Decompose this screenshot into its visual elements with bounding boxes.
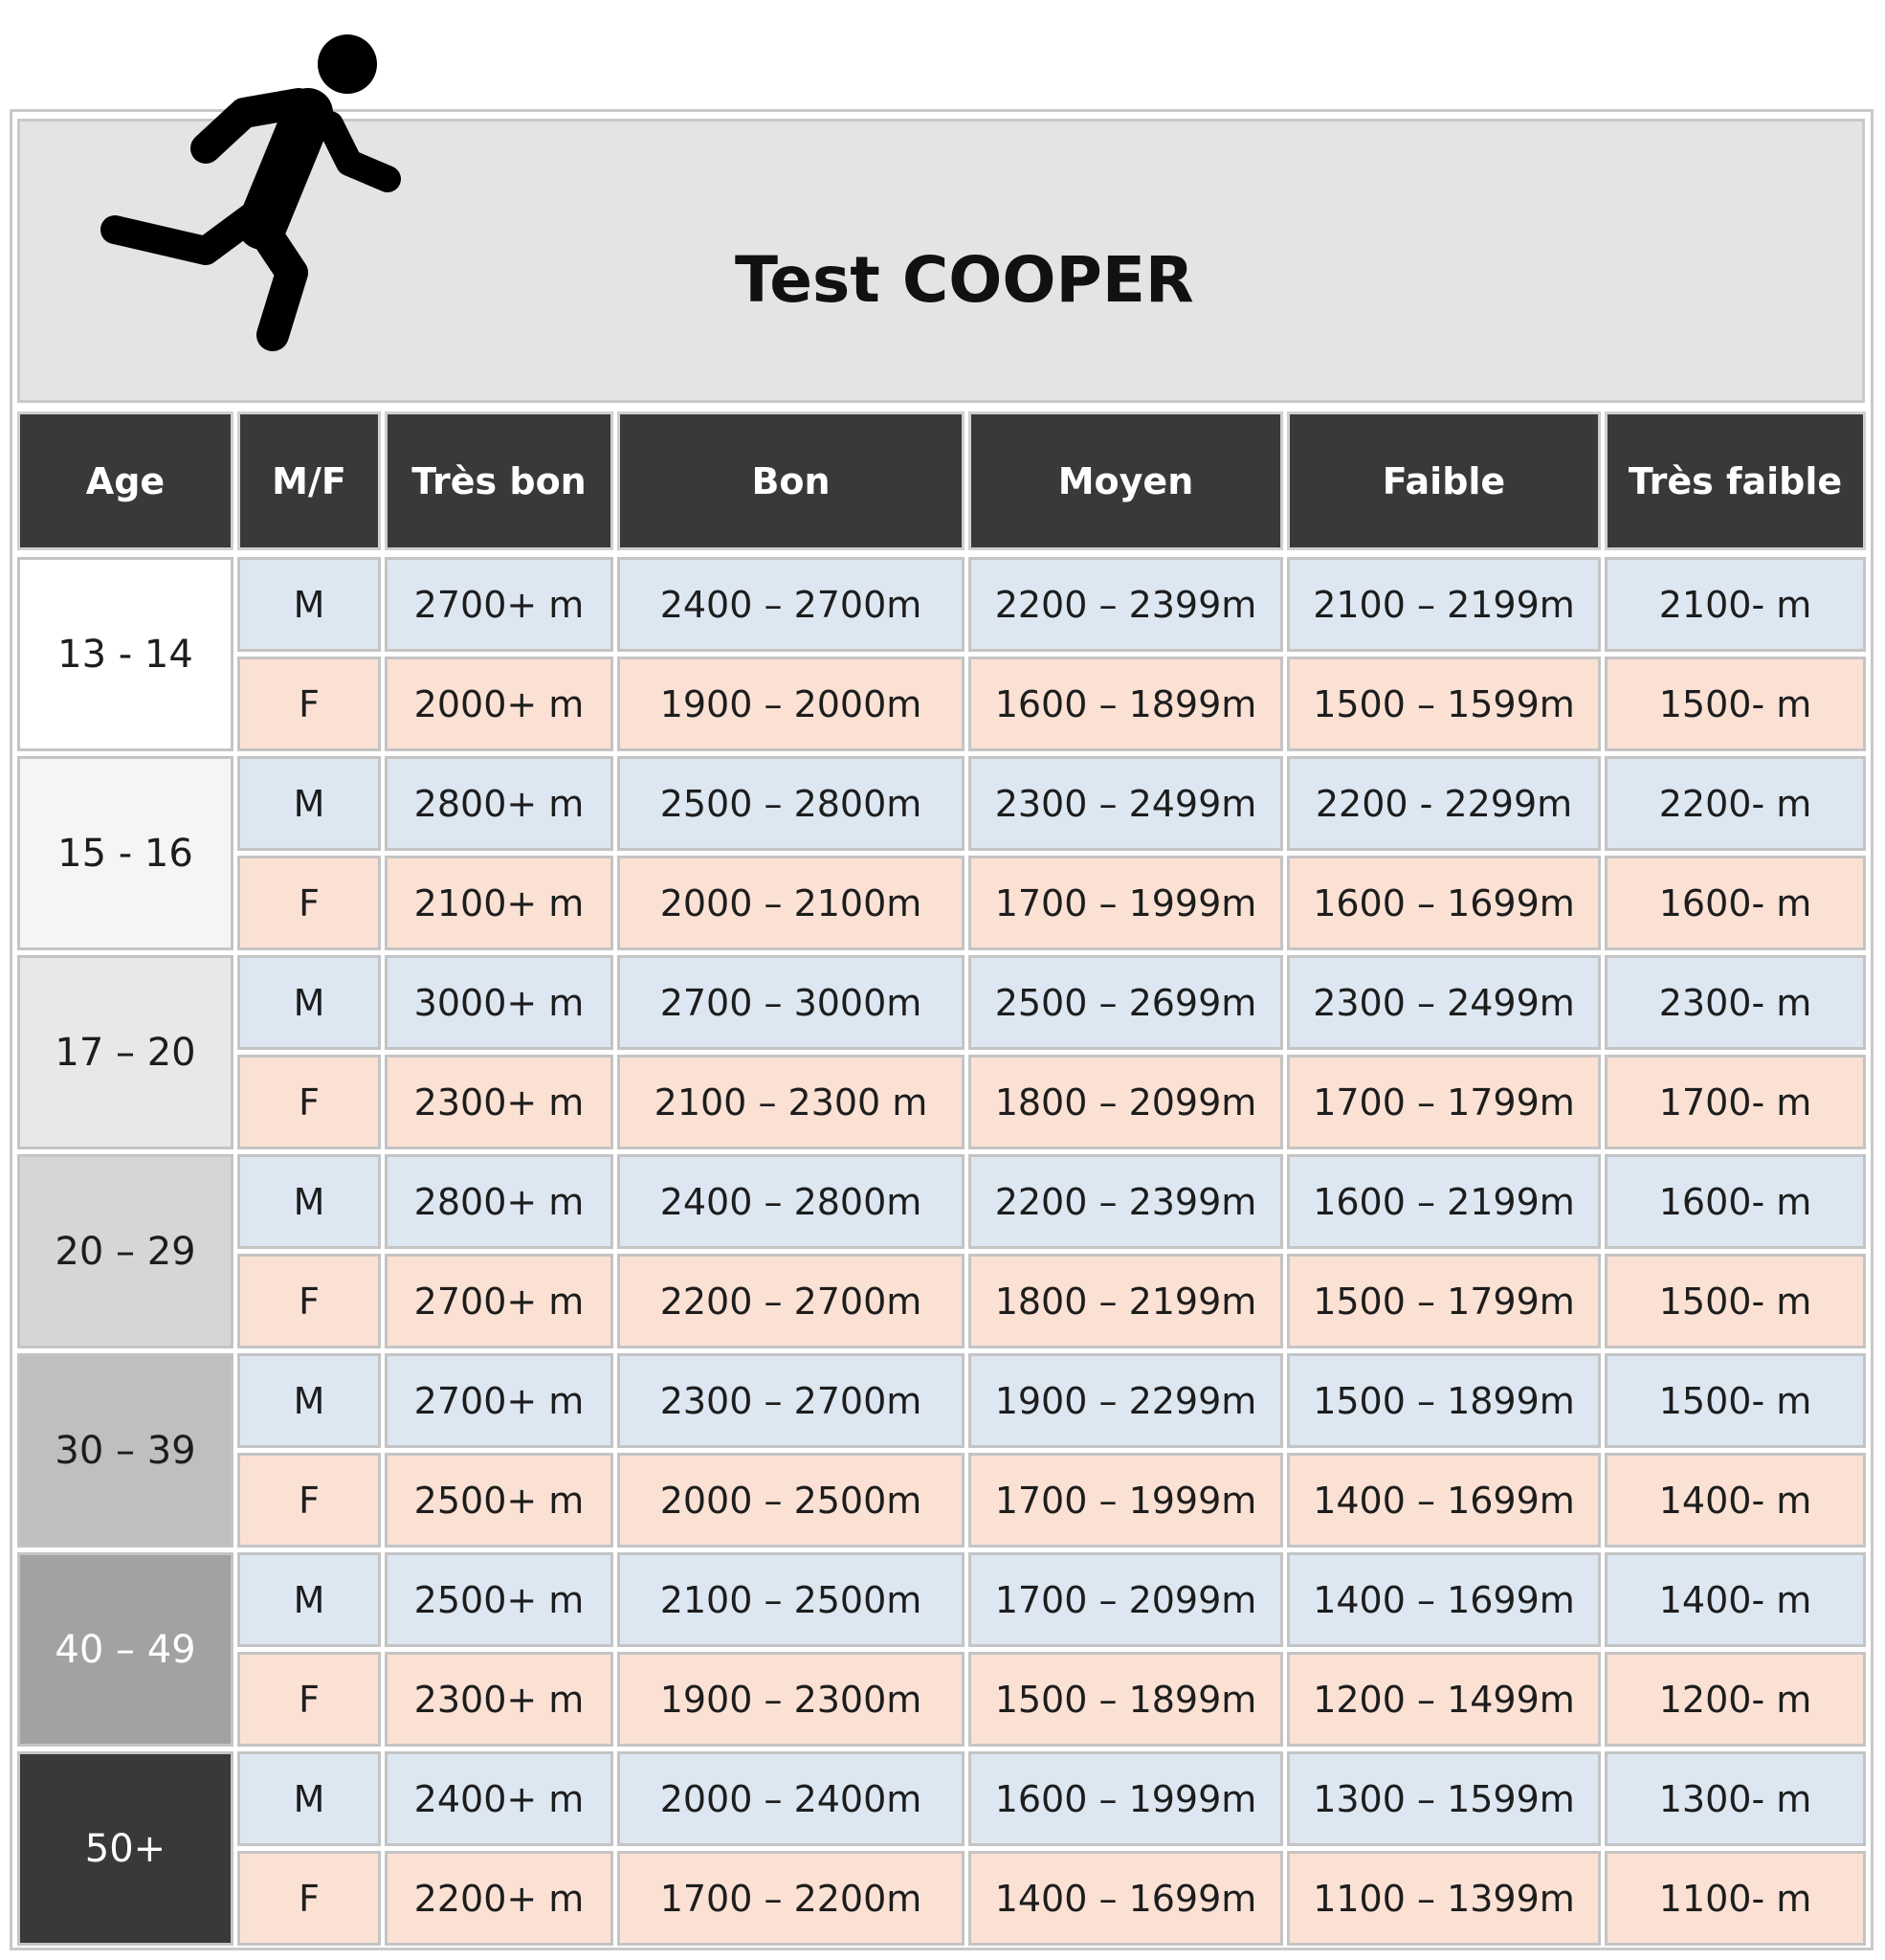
table-cell (968, 1353, 1283, 1448)
sex-cell (237, 1055, 381, 1149)
column-header (617, 412, 965, 550)
table-cell-text: 2800+ m (413, 782, 585, 825)
age-group-cell-text: 13 - 14 (57, 632, 193, 677)
table-cell (385, 856, 613, 950)
table-cell-text: 2800+ m (413, 1180, 585, 1223)
table-cell (1287, 1353, 1601, 1448)
table-cell-text: 1100- m (1658, 1877, 1812, 1920)
table-cell (968, 1055, 1283, 1149)
column-header (17, 412, 233, 550)
table-cell (1605, 955, 1866, 1050)
table-cell (617, 756, 965, 851)
table-cell-text: 1400- m (1658, 1479, 1812, 1522)
table-cell-text: 2000 – 2500m (659, 1479, 922, 1522)
age-group-cell-text: 17 – 20 (55, 1030, 196, 1075)
table-cell-text: 1500- m (1658, 1280, 1812, 1323)
sex-cell-text: M (293, 1379, 325, 1422)
table-cell-text: 2500+ m (413, 1578, 585, 1621)
table-cell-text: 1700 – 1999m (994, 1479, 1257, 1522)
table-cell (968, 657, 1283, 751)
table-cell-text: 2300 – 2499m (994, 782, 1257, 825)
table-cell (1287, 557, 1601, 652)
sex-cell (237, 1353, 381, 1448)
sex-cell-text: F (299, 1479, 320, 1522)
table-cell-text: 1600- m (1658, 1180, 1812, 1223)
sex-cell-text: M (293, 782, 325, 825)
age-group-cell-text: 30 – 39 (55, 1428, 196, 1473)
table-cell-text: 1600 – 1699m (1313, 881, 1575, 924)
table-cell (1287, 955, 1601, 1050)
table-cell-text: 2200+ m (413, 1877, 585, 1920)
table-cell-text: 2100+ m (413, 881, 585, 924)
table-cell-text: 2100 – 2199m (1313, 583, 1575, 626)
table-cell (968, 557, 1283, 652)
table-cell (617, 1453, 965, 1548)
table-cell-text: 2000 – 2400m (659, 1777, 922, 1820)
table-cell (617, 1751, 965, 1846)
table-cell-text: 1400 – 1699m (1313, 1578, 1575, 1621)
table-cell (1287, 1055, 1601, 1149)
table-cell-text: 1600- m (1658, 881, 1812, 924)
table-cell-text: 2300 – 2499m (1313, 981, 1575, 1024)
table-cell (385, 657, 613, 751)
age-group-cell-text: 20 – 29 (55, 1229, 196, 1274)
table-cell (617, 856, 965, 950)
age-group-cell (17, 1552, 233, 1747)
table-cell (968, 1552, 1283, 1647)
table-cell (385, 1254, 613, 1348)
table-cell (1287, 657, 1601, 751)
table-cell (617, 1552, 965, 1647)
table-cell (617, 1851, 965, 1946)
sex-cell (237, 1154, 381, 1249)
table-cell-text: 2000 – 2100m (659, 881, 922, 924)
sex-cell-text: F (299, 1678, 320, 1721)
table-cell-text: 1400- m (1658, 1578, 1812, 1621)
page-title: Test COOPER (735, 243, 1194, 317)
table-cell-text: 1900 – 2300m (659, 1678, 922, 1721)
table-cell-text: 1500- m (1658, 1379, 1812, 1422)
table-cell (1605, 1751, 1866, 1846)
sex-cell (237, 1751, 381, 1846)
table-cell (1605, 1254, 1866, 1348)
sex-cell (237, 756, 381, 851)
age-group-cell (17, 557, 233, 751)
table-cell-text: 2500 – 2699m (994, 981, 1257, 1024)
sex-cell (237, 1652, 381, 1747)
sex-cell (237, 955, 381, 1050)
sex-cell-text: M (293, 1180, 325, 1223)
sex-cell (237, 1552, 381, 1647)
sex-cell-text: M (293, 981, 325, 1024)
table-cell-text: 2100 – 2500m (659, 1578, 922, 1621)
table-cell-text: 1700 – 2099m (994, 1578, 1257, 1621)
sex-cell (237, 856, 381, 950)
table-cell-text: 2700 – 3000m (659, 981, 922, 1024)
table-cell (1287, 1154, 1601, 1249)
table-cell-text: 1200 – 1499m (1313, 1678, 1575, 1721)
column-header-text: Moyen (1057, 459, 1194, 502)
sex-cell (237, 1254, 381, 1348)
table-cell-text: 1300 – 1599m (1313, 1777, 1575, 1820)
table-cell-text: 3000+ m (413, 981, 585, 1024)
table-cell (385, 1552, 613, 1647)
table-cell-text: 1700 – 1999m (994, 881, 1257, 924)
table-cell-text: 2400+ m (413, 1777, 585, 1820)
table-cell (968, 1453, 1283, 1548)
table-cell (968, 955, 1283, 1050)
table-cell-text: 2200 – 2399m (994, 583, 1257, 626)
table-cell (1605, 1055, 1866, 1149)
table-cell-text: 1700 – 1799m (1313, 1080, 1575, 1124)
table-cell (617, 1055, 965, 1149)
sex-cell-text: F (299, 881, 320, 924)
table-cell-text: 1100 – 1399m (1313, 1877, 1575, 1920)
table-cell (385, 1154, 613, 1249)
sex-cell-text: M (293, 1578, 325, 1621)
table-cell-text: 1500 – 1799m (1313, 1280, 1575, 1323)
table-cell-text: 2100- m (1658, 583, 1812, 626)
table-cell (385, 1353, 613, 1448)
age-group-cell-text: 40 – 49 (55, 1627, 196, 1672)
table-cell-text: 2100 – 2300 m (654, 1080, 928, 1124)
table-cell-text: 1500- m (1658, 682, 1812, 725)
sex-cell-text: F (299, 1877, 320, 1920)
table-cell (968, 756, 1283, 851)
table-cell (968, 856, 1283, 950)
table-cell (385, 1652, 613, 1747)
table-cell (1287, 856, 1601, 950)
column-header-text: Age (85, 459, 166, 502)
table-cell-text: 1900 – 2299m (994, 1379, 1257, 1422)
table-cell-text: 2000+ m (413, 682, 585, 725)
age-group-cell (17, 955, 233, 1149)
table-cell-text: 2400 – 2700m (659, 583, 922, 626)
column-header-text: Bon (751, 459, 831, 502)
table-cell (1287, 1453, 1601, 1548)
table-cell (385, 557, 613, 652)
column-header (1605, 412, 1866, 550)
table-cell-text: 1600 – 2199m (1313, 1180, 1575, 1223)
table-cell (617, 1353, 965, 1448)
table-cell (385, 1751, 613, 1846)
table-cell (1605, 1552, 1866, 1647)
table-cell-text: 1200- m (1658, 1678, 1812, 1721)
table-cell (1287, 1751, 1601, 1846)
table-cell (1605, 557, 1866, 652)
table-cell-text: 1700- m (1658, 1080, 1812, 1124)
age-group-cell-text: 15 - 16 (57, 831, 193, 876)
table-cell (1287, 1652, 1601, 1747)
table-cell (617, 1254, 965, 1348)
table-cell (1605, 1453, 1866, 1548)
table-cell-text: 1400 – 1699m (994, 1877, 1257, 1920)
table-cell-text: 1600 – 1899m (994, 682, 1257, 725)
sex-cell-text: M (293, 1777, 325, 1820)
sex-cell (237, 557, 381, 652)
table-cell (617, 1154, 965, 1249)
table-cell-text: 2200- m (1658, 782, 1812, 825)
table-cell (385, 1055, 613, 1149)
table-cell-text: 2200 - 2299m (1315, 782, 1573, 825)
sex-cell-text: F (299, 1280, 320, 1323)
table-cell-text: 1400 – 1699m (1313, 1479, 1575, 1522)
age-group-cell-text: 50+ (84, 1826, 166, 1871)
table-cell (1287, 756, 1601, 851)
table-cell (385, 1851, 613, 1946)
table-cell (1605, 1154, 1866, 1249)
table-cell-text: 1500 – 1899m (994, 1678, 1257, 1721)
table-cell (617, 657, 965, 751)
sex-cell (237, 657, 381, 751)
table-cell (1605, 756, 1866, 851)
running-person-icon (96, 29, 411, 354)
table-cell (1287, 1254, 1601, 1348)
table-cell (968, 1851, 1283, 1946)
table-cell-text: 2200 – 2700m (659, 1280, 922, 1323)
table-cell-text: 1800 – 2199m (994, 1280, 1257, 1323)
sex-cell-text: F (299, 682, 320, 725)
table-cell (1287, 1851, 1601, 1946)
table-cell (617, 557, 965, 652)
table-cell (1605, 856, 1866, 950)
table-cell-text: 1500 – 1899m (1313, 1379, 1575, 1422)
table-cell-text: 1900 – 2000m (659, 682, 922, 725)
table-cell-text: 2200 – 2399m (994, 1180, 1257, 1223)
table-cell-text: 2300- m (1658, 981, 1812, 1024)
table-cell (968, 1751, 1283, 1846)
sex-cell (237, 1851, 381, 1946)
table-cell (617, 1652, 965, 1747)
table-cell-text: 1500 – 1599m (1313, 682, 1575, 725)
table-cell (1287, 1552, 1601, 1647)
column-header (1287, 412, 1601, 550)
age-group-cell (17, 1353, 233, 1548)
age-group-cell (17, 1154, 233, 1348)
table-cell-text: 1800 – 2099m (994, 1080, 1257, 1124)
table-cell-text: 2700+ m (413, 1379, 585, 1422)
sex-cell-text: F (299, 1080, 320, 1124)
table-cell-text: 2400 – 2800m (659, 1180, 922, 1223)
sex-cell (237, 1453, 381, 1548)
table-cell (385, 955, 613, 1050)
table-cell (617, 955, 965, 1050)
table-cell-text: 2300+ m (413, 1678, 585, 1721)
column-header (237, 412, 381, 550)
column-header-text: Faible (1382, 459, 1506, 502)
table-cell-text: 2300 – 2700m (659, 1379, 922, 1422)
column-header-text: Très faible (1628, 459, 1843, 502)
column-header (385, 412, 613, 550)
column-header (968, 412, 1283, 550)
age-group-cell (17, 756, 233, 950)
table-cell-text: 1600 – 1999m (994, 1777, 1257, 1820)
table-cell (385, 756, 613, 851)
table-cell-text: 2700+ m (413, 583, 585, 626)
table-cell (1605, 1353, 1866, 1448)
table-cell-text: 1700 – 2200m (659, 1877, 922, 1920)
table-cell-text: 2700+ m (413, 1280, 585, 1323)
table-cell (1605, 1652, 1866, 1747)
table-cell (1605, 1851, 1866, 1946)
table-cell-text: 2300+ m (413, 1080, 585, 1124)
column-header-text: Très bon (411, 459, 587, 502)
table-cell (385, 1453, 613, 1548)
table-cell-text: 1300- m (1658, 1777, 1812, 1820)
age-group-cell (17, 1751, 233, 1946)
table-cell-text: 2500 – 2800m (659, 782, 922, 825)
table-cell (968, 1254, 1283, 1348)
table-cell (968, 1652, 1283, 1747)
sex-cell-text: M (293, 583, 325, 626)
column-header-text: M/F (272, 459, 346, 502)
table-cell (968, 1154, 1283, 1249)
table-cell (1605, 657, 1866, 751)
table-cell-text: 2500+ m (413, 1479, 585, 1522)
